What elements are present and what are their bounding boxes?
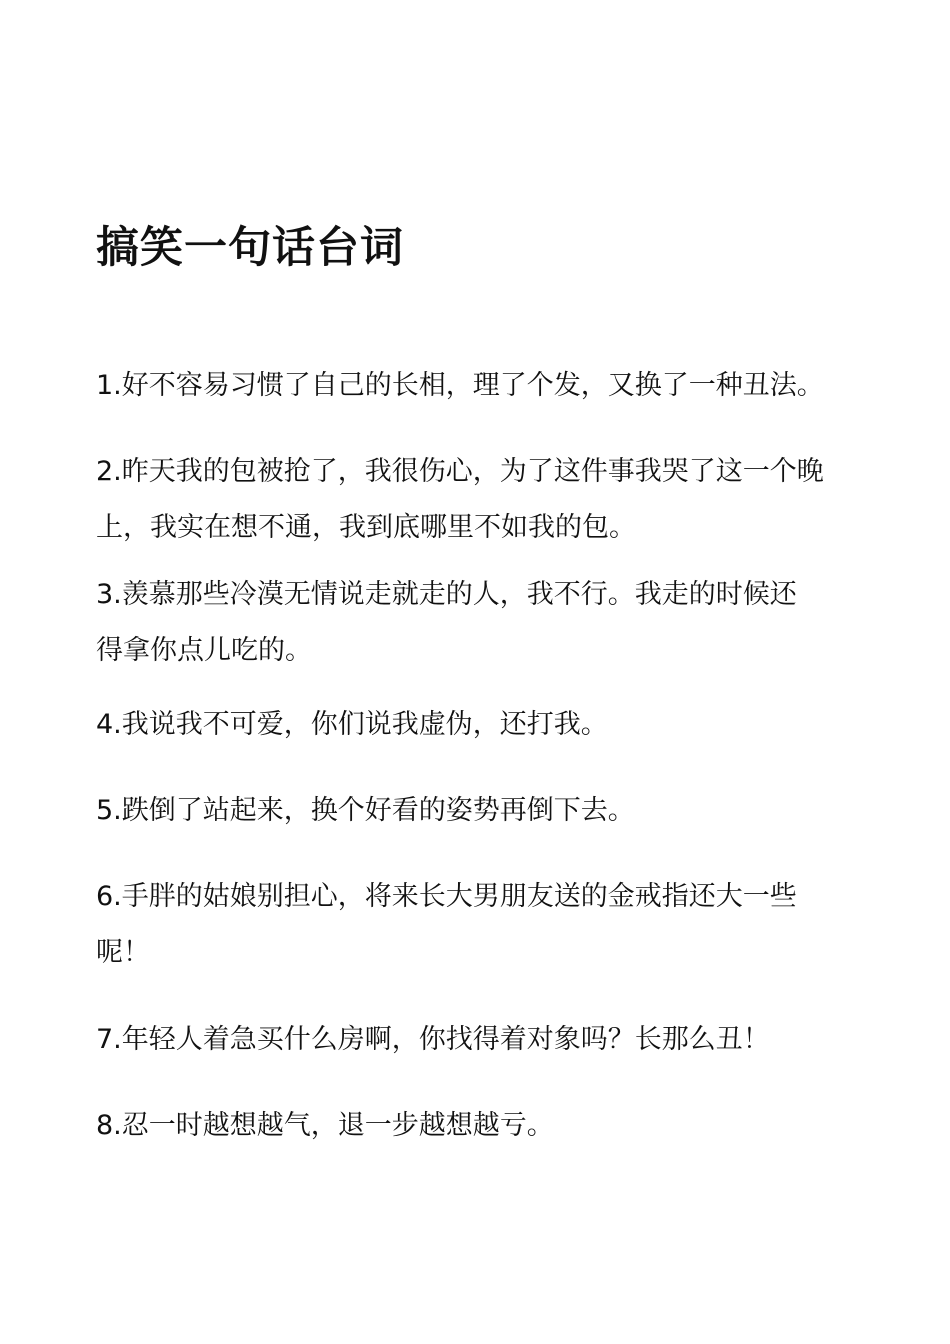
- document-title: 搞笑一句话台词: [96, 223, 404, 273]
- joke-item-2: [96, 444, 886, 556]
- joke-item-3-line-2: 得拿你点儿吃的。: [96, 635, 312, 666]
- joke-item-1-line-1: 1.好不容易习惯了自己的长相，理了个发，又换了一种丑法。: [96, 370, 824, 401]
- joke-item-8: [96, 1098, 886, 1154]
- joke-item-6: [96, 869, 886, 981]
- joke-item-3: [96, 567, 886, 679]
- joke-item-5-line-1: 5.跌倒了站起来，换个好看的姿势再倒下去。: [96, 795, 635, 826]
- joke-item-7: [96, 1012, 886, 1068]
- joke-item-2-line-2: 上，我实在想不通，我到底哪里不如我的包。: [96, 512, 636, 543]
- joke-item-8-line-1: 8.忍一时越想越气，退一步越想越亏。: [96, 1110, 554, 1141]
- joke-item-7-line-1: 7.年轻人着急买什么房啊，你找得着对象吗？长那么丑！: [96, 1024, 770, 1055]
- joke-item-1: [96, 358, 886, 414]
- joke-item-6-line-2: 呢！: [96, 937, 150, 968]
- joke-item-6-line-1: 6.手胖的姑娘别担心，将来长大男朋友送的金戒指还大一些: [96, 881, 797, 912]
- joke-item-3-line-1: 3.羡慕那些冷漠无情说走就走的人，我不行。我走的时候还: [96, 579, 797, 610]
- joke-item-4: [96, 697, 886, 753]
- joke-item-5: [96, 783, 886, 839]
- joke-item-2-line-1: 2.昨天我的包被抢了，我很伤心，为了这件事我哭了这一个晚: [96, 456, 824, 487]
- joke-item-4-line-1: 4.我说我不可爱，你们说我虚伪，还打我。: [96, 709, 608, 740]
